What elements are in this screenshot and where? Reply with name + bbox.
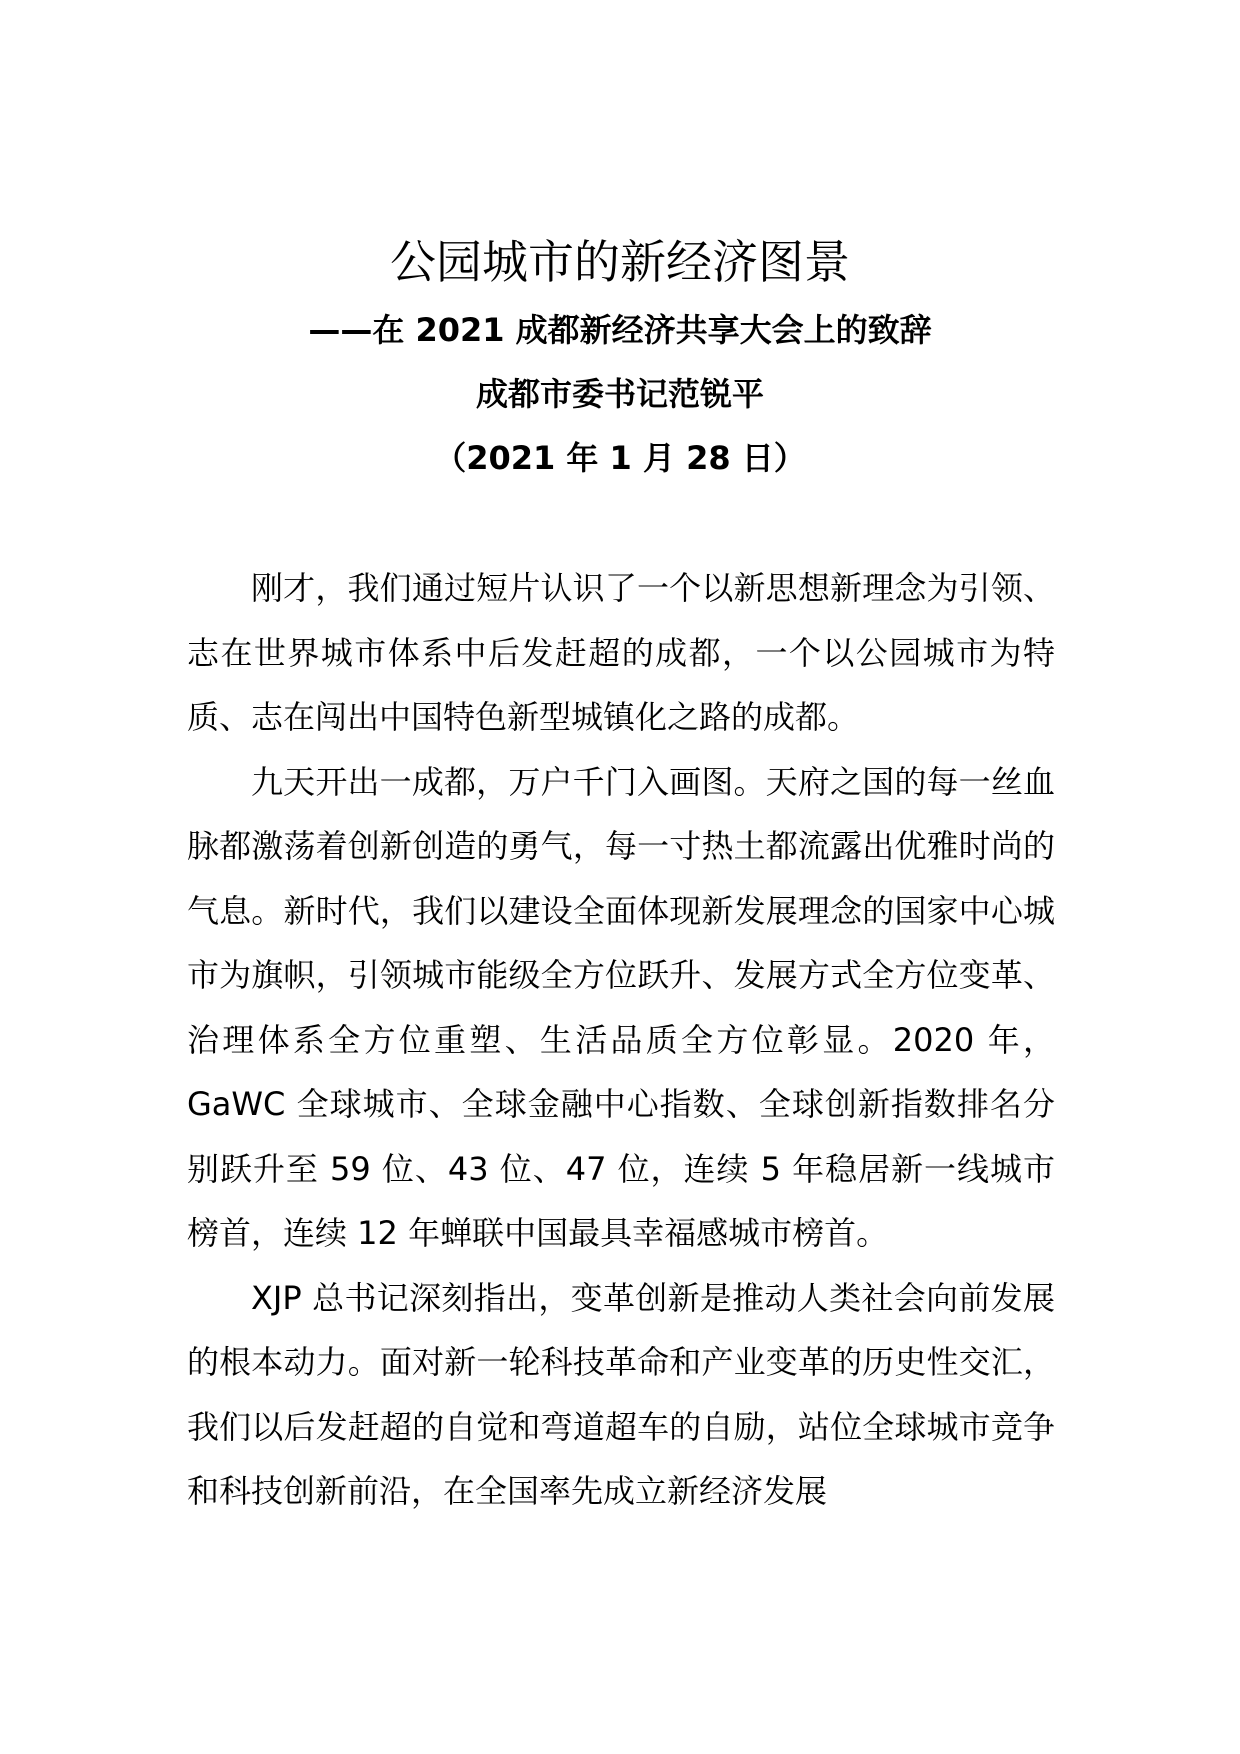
document-title: 公园城市的新经济图景 [390, 235, 850, 289]
body-paragraph: 刚才，我们通过短片认识了一个以新思想新理念为引领、志在世界城市体系中后发赶超的成都，一个以公园城市为特质、志在闯出中国特色新型城镇化之路的成都。 [187, 569, 1055, 736]
document-date: （2021 年 1 月 28 日） [434, 439, 806, 477]
document-author: 成都市委书记范锐平 [475, 375, 764, 413]
document-body [187, 556, 1055, 1524]
body-paragraph: XJP 总书记深刻指出，变革创新是推动人类社会向前发展的根本动力。面对新一轮科技革命和产业变革的历史性交汇，我们以后发赶超的自觉和弯道超车的自励，站位全球城市竞争和科技创新前沿，在全国率先成立新经济发展 [187, 1278, 1055, 1510]
body-paragraph: 九天开出一成都，万户千门入画图。天府之国的每一丝血脉都激荡着创新创造的勇气，每一寸热土都流露出优雅时尚的气息。新时代，我们以建设全面体现新发展理念的国家中心城市为旗帜，引领城市能级全方位跃升、发展方式全方位变革、治理体系全方位重塑、生活品质全方位彰显。2020 年，GaWC 全球城市、全球金融中心指数、全球创新指数排名分别跃升至 59 位、43 位、47 位，连续 5 年稳居新一线城市榜首，连续 12 年蝉联中国最具幸福感城市榜首。 [187, 762, 1055, 1252]
document-subtitle: ——在 2021 成都新经济共享大会上的致辞 [308, 311, 932, 349]
